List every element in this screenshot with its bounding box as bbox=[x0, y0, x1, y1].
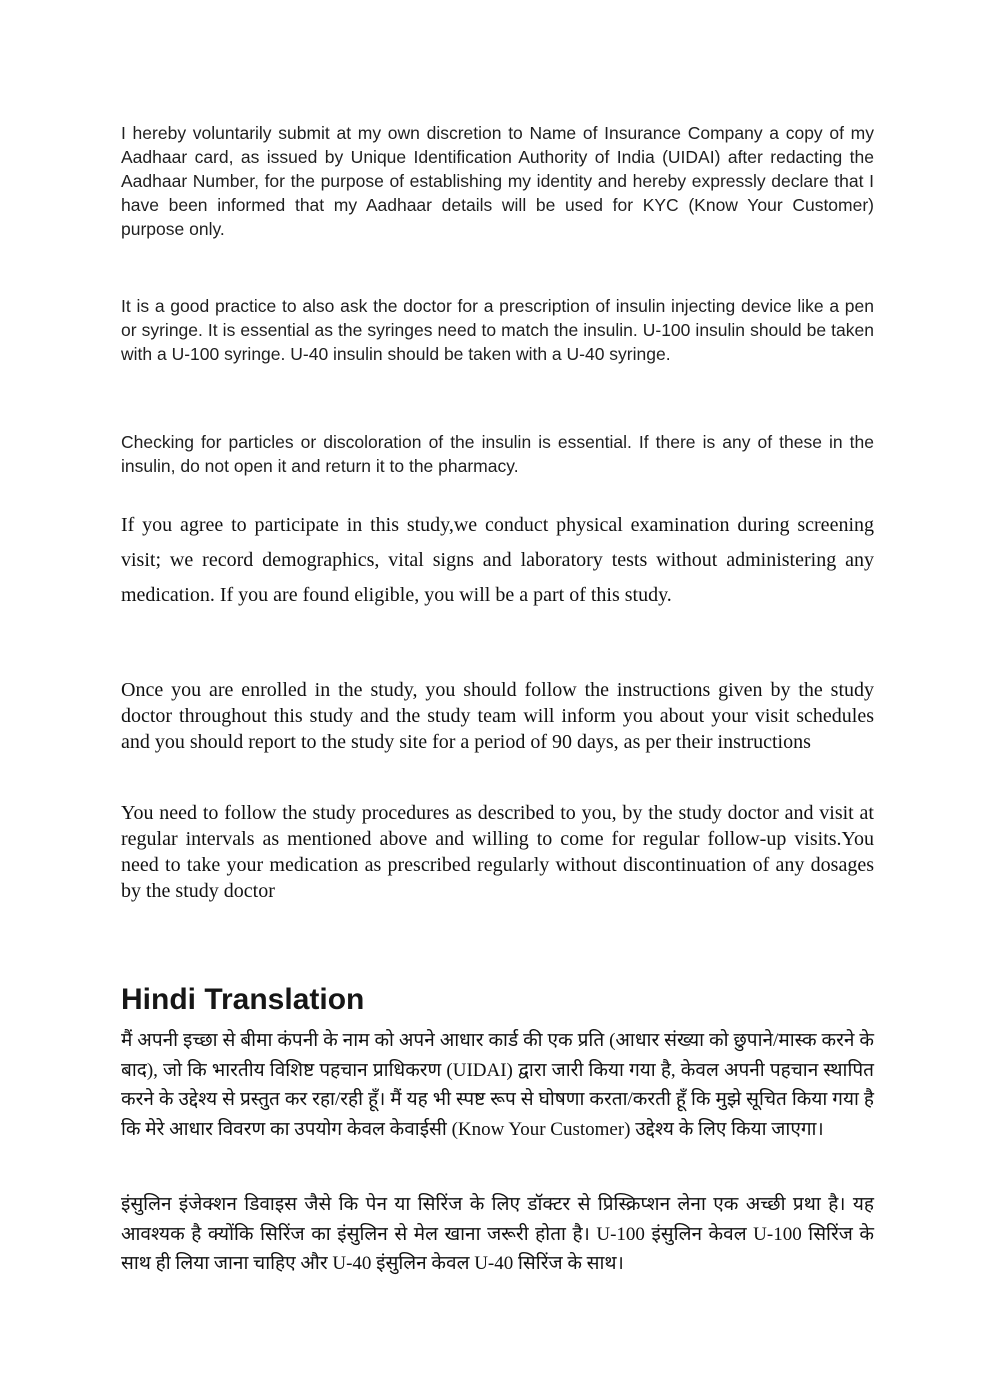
paragraph-insulin-particle-check: Checking for particles or discoloration of the insulin is essential. If there is any of these in the insulin, do not open it and return it to the pharmacy. bbox=[121, 432, 874, 476]
paragraph-study-enrollment: Once you are enrolled in the study, you should follow the instructions given by the study doctor throughout this study and the study team will inform you about your visit schedules and you should report to the study site for a period of 90 days, as per their instructions bbox=[121, 679, 874, 753]
paragraph-aadhaar-consent: I hereby voluntarily submit at my own discretion to Name of Insurance Company a copy of my Aadhaar card, as issued by Unique Identification Authority of India (UIDAI) after redacting the Aadhaar Number, for the purpose of establishing my identity and hereby expressly declare that I have been informed that my Aadhaar details will be used for KYC (Know Your Customer) purpose only. bbox=[121, 123, 874, 239]
hindi-paragraph-aadhaar-consent: मैं अपनी इच्छा से बीमा कंपनी के नाम को अपने आधार कार्ड की एक प्रति (आधार संख्या को छुपाने/मास्क करने के बाद), जो कि भारतीय विशिष्ट पहचान प्राधिकरण (UIDAI) द्वारा जारी किया गया है, केवल अपनी पहचान स्थापित करने के उद्देश्य से प्रस्तुत कर रहा/रही हूँ। मैं यह भी स्पष्ट रूप से घोषणा करता/करती हूँ कि मुझे सूचित किया गया है कि मेरे आधार विवरण का उपयोग केवल केवाईसी (Know Your Customer) उद्देश्य के लिए किया जाएगा। bbox=[121, 1030, 874, 1140]
paragraph-study-procedures: You need to follow the study procedures as described to you, by the study doctor and visit at regular intervals as mentioned above and willing to come for regular follow-up visits.You need to take your medication as prescribed regularly without discontinuation of any dosages by the study doctor bbox=[121, 802, 874, 902]
paragraph-study-screening: If you agree to participate in this study,we conduct physical examination during screening visit; we record demographics, vital signs and laboratory tests without administering any medication. If you are found eligible, you will be a part of this study. bbox=[121, 514, 874, 606]
document-content bbox=[121, 0, 874, 1279]
hindi-translation-heading: Hindi Translation bbox=[121, 983, 365, 1016]
hindi-paragraph-insulin-device: इंसुलिन इंजेक्शन डिवाइस जैसे कि पेन या सिरिंज के लिए डॉक्टर से प्रिस्क्रिप्शन लेना एक अच्छी प्रथा है। यह आवश्यक है क्योंकि सिरिंज का इंसुलिन से मेल खाना जरूरी होता है। U-100 इंसुलिन केवल U-100 सिरिंज के साथ ही लिया जाना चाहिए और U-40 इंसुलिन केवल U-40 सिरिंज के साथ। bbox=[121, 1194, 874, 1274]
paragraph-insulin-device-prescription: It is a good practice to also ask the doctor for a prescription of insulin injecting device like a pen or syringe. It is essential as the syringes need to match the insulin. U-100 insulin should be taken with a U-100 syringe. U-40 insulin should be taken with a U-40 syringe. bbox=[121, 296, 874, 364]
